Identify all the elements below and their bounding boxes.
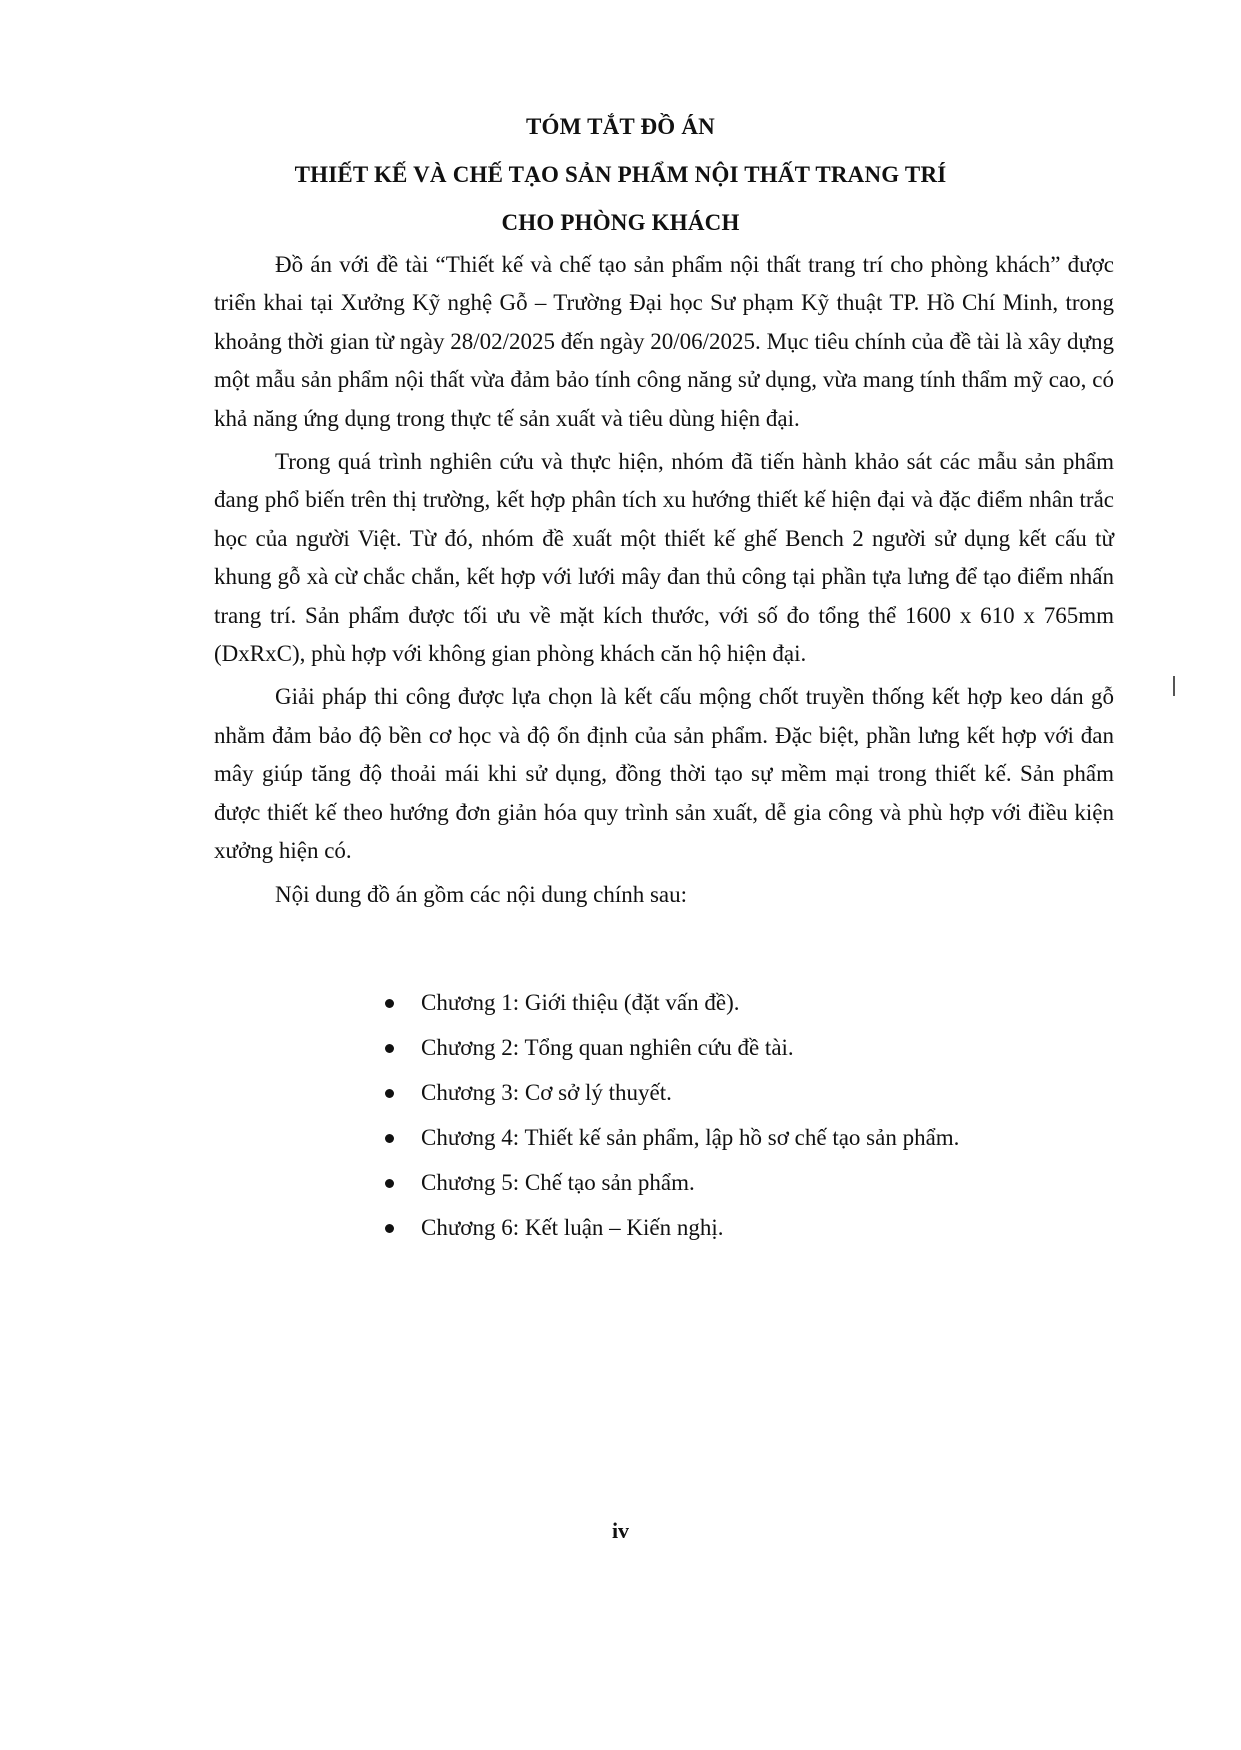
bullet-icon (385, 1224, 394, 1233)
paragraph-solution: Giải pháp thi công được lựa chọn là kết cấu mộng chốt truyền thống kết hợp keo dán gỗ nhằm đảm bảo độ bền cơ học và độ ổn định của sản phẩm. Đặc biệt, phần lưng kết hợp với đan mây giúp tăng độ thoải mái khi sử dụng, đồng thời tạo sự mềm mại trong thiết kế. Sản phẩm được thiết kế theo hướng đơn giản hóa quy trình sản xuất, dễ gia công và phù hợp với điều kiện xưởng hiện có. (214, 684, 1114, 864)
chapter-label: Chương 6: Kết luận – Kiến nghị. (421, 1215, 724, 1240)
summary-body (214, 246, 1114, 919)
list-item (385, 1213, 959, 1258)
paragraph-contents-intro: Nội dung đồ án gồm các nội dung chính sau: (275, 881, 688, 907)
chapter-label: Chương 3: Cơ sở lý thuyết. (421, 1080, 672, 1105)
chapter-label: Chương 1: Giới thiệu (đặt vấn đề). (421, 990, 740, 1015)
bullet-icon (385, 1179, 394, 1188)
list-item (385, 988, 959, 1033)
chapter-label: Chương 5: Chế tạo sản phẩm. (421, 1170, 695, 1195)
page-number: iv (611, 1518, 630, 1543)
bullet-icon (385, 1134, 394, 1143)
chapter-label: Chương 2: Tổng quan nghiên cứu đề tài. (421, 1035, 794, 1060)
paragraph-introduction: Đồ án với đề tài “Thiết kế và chế tạo sản phẩm nội thất trang trí cho phòng khách” được triển khai tại Xưởng Kỹ nghệ Gỗ – Trường Đại học Sư phạm Kỹ thuật TP. Hồ Chí Minh, trong khoảng thời gian từ ngày 28/02/2025 đến ngày 20/06/2025. Mục tiêu chính của đề tài là xây dựng một mẫu sản phẩm nội thất vừa đảm bảo tính công năng sử dụng, vừa mang tính thẩm mỹ cao, có khả năng ứng dụng trong thực tế sản xuất và tiêu dùng hiện đại. (214, 252, 1114, 431)
bullet-icon (385, 1044, 394, 1053)
project-title-line-2: CHO PHÒNG KHÁCH (501, 210, 740, 235)
bullet-icon (385, 1089, 394, 1098)
chapter-list (385, 988, 959, 1258)
scan-artifact (1173, 676, 1175, 696)
chapter-label: Chương 4: Thiết kế sản phẩm, lập hồ sơ chế tạo sản phẩm. (421, 1125, 960, 1150)
list-item (385, 1033, 959, 1078)
page-title: TÓM TẮT ĐỒ ÁN (526, 114, 715, 139)
bullet-icon (385, 999, 394, 1008)
list-item (385, 1078, 959, 1123)
list-item (385, 1123, 959, 1168)
project-title-line-1: THIẾT KẾ VÀ CHẾ TẠO SẢN PHẨM NỘI THẤT TRANG TRÍ (294, 162, 947, 187)
paragraph-research: Trong quá trình nghiên cứu và thực hiện, nhóm đã tiến hành khảo sát các mẫu sản phẩm đang phổ biến trên thị trường, kết hợp phân tích xu hướng thiết kế hiện đại và đặc điểm nhân trắc học của người Việt. Từ đó, nhóm đề xuất một thiết kế ghế Bench 2 người sử dụng kết cấu từ khung gỗ xà cừ chắc chắn, kết hợp với lưới mây đan thủ công tại phần tựa lưng để tạo điểm nhấn trang trí. Sản phẩm được tối ưu về mặt kích thước, với số đo tổng thể 1600 x 610 x 765mm (DxRxC), phù hợp với không gian phòng khách căn hộ hiện đại. (214, 449, 1114, 667)
list-item (385, 1168, 959, 1213)
